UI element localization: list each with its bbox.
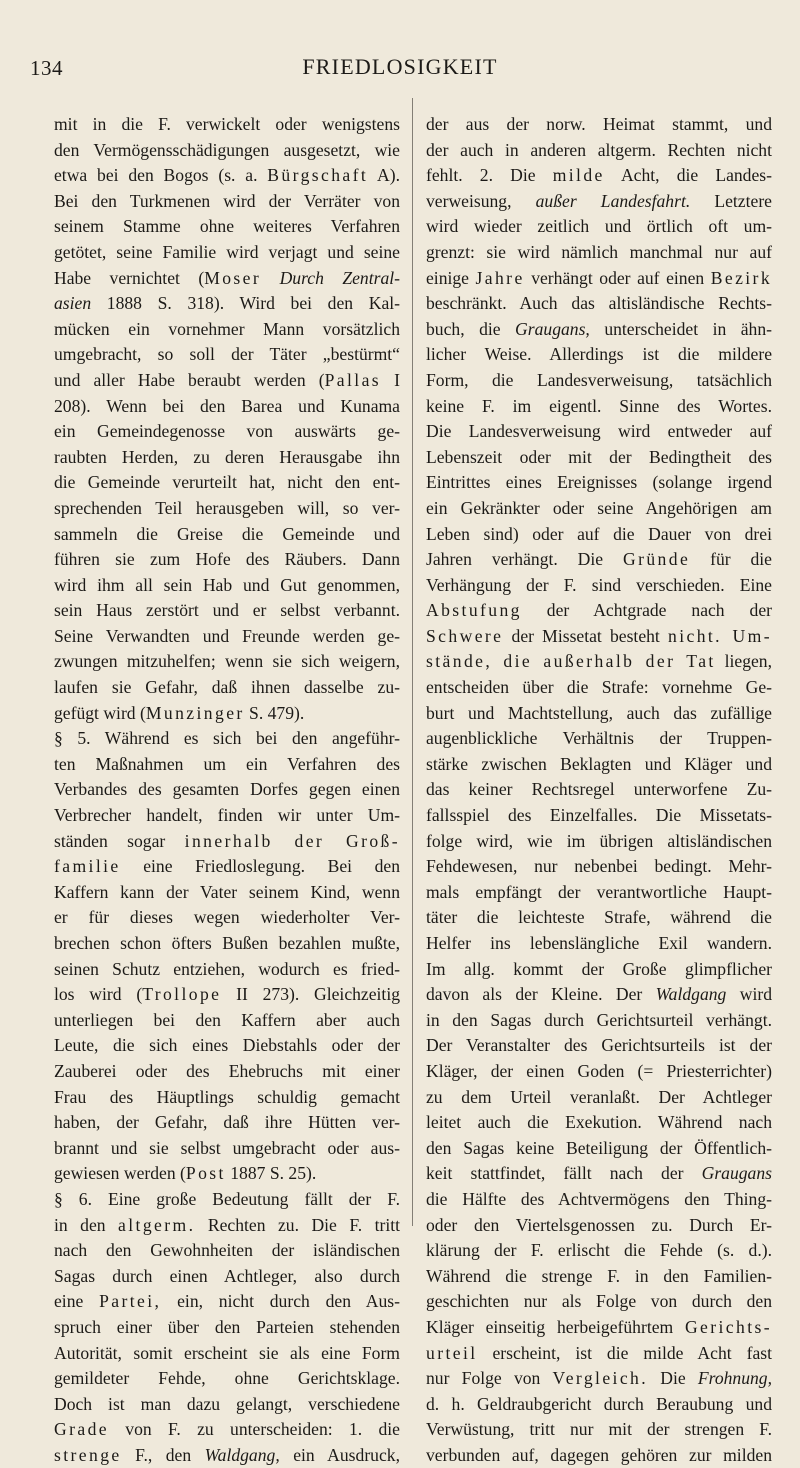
text-line — [426, 1008, 772, 1034]
text-line — [426, 266, 772, 292]
text-run: getötet, seine Familie wird verjagt und seine — [54, 241, 400, 262]
text-run: täter die leichteste Strafe, während die — [426, 907, 772, 928]
text-run: Frau des Häuptlings schuldig gemacht — [54, 1086, 400, 1107]
text-line — [54, 1366, 400, 1392]
spaced-text: Bürgschaft — [267, 165, 369, 186]
spaced-text: Bezirk — [710, 267, 773, 288]
text-run: I — [381, 369, 400, 390]
text-run: d. h. Geldraubgericht durch Beraubung und — [426, 1393, 772, 1414]
text-run: gewiesen werden ( — [54, 1163, 186, 1184]
text-line — [426, 163, 772, 189]
text-run: II 273). Gleichzeitig — [221, 984, 401, 1005]
italic-text: außer Landesfahrt. — [535, 190, 691, 211]
spaced-text: Partei, — [99, 1291, 162, 1312]
text-run: mücken ein vornehmer Mann vorsätzlich — [54, 318, 400, 339]
text-line — [426, 419, 772, 445]
text-line — [54, 522, 400, 548]
text-line — [54, 649, 400, 675]
text-line — [54, 880, 400, 906]
text-run: liegen, — [715, 651, 772, 672]
text-line — [54, 1341, 400, 1367]
text-line — [426, 138, 772, 164]
text-line — [54, 1059, 400, 1085]
text-run: wird wieder zeitlich und örtlich oft um- — [426, 216, 772, 237]
text-run: der Achtgrade nach der — [521, 600, 772, 621]
text-line — [54, 1392, 400, 1418]
text-run: stärke zwischen Beklagten und Kläger und — [426, 753, 772, 774]
text-run: Fehdewesen, nur nebenbei bedingt. Mehr- — [426, 856, 772, 877]
text-line — [54, 1187, 400, 1213]
text-run: zwungen mitzuhelfen; wenn sie sich weigern, — [54, 651, 400, 672]
text-line — [54, 368, 400, 394]
spaced-text: innerhalb der Groß- — [184, 830, 400, 851]
text-run: mals empfängt der verantwortliche Haupt- — [426, 881, 772, 902]
text-line — [54, 1033, 400, 1059]
text-run: Im allg. kommt der Große glimpflicher — [426, 958, 772, 979]
text-line — [426, 598, 772, 624]
text-run: gemildeter Fehde, ohne Gerichtsklage. — [54, 1368, 400, 1389]
text-run: Kläger einseitig herbeigeführtem — [426, 1316, 685, 1337]
text-run: Jahren verhängt. Die — [426, 549, 623, 570]
spaced-text: Vergleich. — [552, 1368, 649, 1389]
text-line — [426, 342, 772, 368]
text-run: Seine Verwandten und Freunde werden ge- — [54, 625, 400, 646]
italic-text: Waldgang, — [204, 1444, 280, 1465]
text-line — [426, 522, 772, 548]
text-line — [54, 317, 400, 343]
text-run: klärung der F. erlischt die Fehde (s. d.). — [426, 1240, 772, 1261]
text-run: ein Gemeindegenosse von auswärts ge- — [54, 421, 400, 442]
text-run: A). — [368, 165, 400, 186]
text-run: Habe vernichtet ( — [54, 267, 205, 288]
text-run: buch, die — [426, 318, 516, 339]
text-run: spruch einer über den Parteien stehenden — [54, 1316, 400, 1337]
text-run: haben, der Gefahr, daß ihre Hütten ver- — [54, 1112, 400, 1133]
text-run: burt und Machtstellung, auch das zufällige — [426, 702, 772, 723]
text-run: Autorität, somit erscheint sie als eine Form — [54, 1342, 400, 1363]
text-run: Der Veranstalter des Gerichtsurteils ist der — [426, 1035, 772, 1056]
text-line — [426, 752, 772, 778]
spaced-text: Munzinger — [145, 702, 245, 723]
text-run: keine F. im eigentl. Sinne des Wortes. — [426, 395, 772, 416]
text-run: eine Friedloslegung. Bei den — [120, 856, 400, 877]
text-run: wird ihm all sein Hab und Gut genommen, — [54, 574, 400, 595]
text-line — [426, 1187, 772, 1213]
text-line — [426, 675, 772, 701]
text-line — [426, 880, 772, 906]
text-line — [426, 112, 772, 138]
text-run: sprechenden Teil herausgeben will, so ver- — [54, 497, 400, 518]
text-run: etwa bei den Bogos (s. a. — [54, 165, 268, 186]
text-line — [426, 1289, 772, 1315]
text-run: oder den Viertelsgenossen zu. Durch Er- — [426, 1214, 772, 1235]
text-line — [54, 1315, 400, 1341]
text-line — [426, 291, 772, 317]
text-run: Die — [648, 1368, 698, 1389]
text-run: ständen sogar — [54, 830, 185, 851]
text-run: von F. zu unterscheiden: 1. die — [108, 1419, 400, 1440]
text-run: Acht, die Landes- — [604, 165, 772, 186]
text-run: § 5. Während es sich bei den angeführ- — [54, 728, 400, 749]
text-run: laufen sie Gefahr, daß ihnen dasselbe zu- — [54, 677, 400, 698]
text-line — [54, 1213, 400, 1239]
spaced-text: nicht. Um- — [668, 625, 773, 646]
italic-text: Graugans, — [515, 318, 590, 339]
text-run: Während die strenge F. in den Familien- — [426, 1265, 772, 1286]
text-line — [54, 905, 400, 931]
spaced-text: Gründe — [623, 549, 691, 570]
text-line — [426, 1085, 772, 1111]
text-line — [426, 957, 772, 983]
text-line — [54, 214, 400, 240]
italic-text: Frohnung, — [697, 1368, 772, 1389]
text-line — [54, 419, 400, 445]
text-run: ten Maßnahmen um ein Verfahren des — [54, 753, 400, 774]
text-run: Die Landesverweisung wird entweder auf — [426, 421, 772, 442]
spaced-text: Grade — [54, 1419, 109, 1440]
spaced-text: Jahre — [475, 267, 525, 288]
text-line — [54, 496, 400, 522]
text-run: 208). Wenn bei den Barea und Kunama — [54, 395, 400, 416]
italic-text: Graugans — [701, 1163, 772, 1184]
text-line — [426, 1238, 772, 1264]
text-line — [426, 445, 772, 471]
text-run: unterliegen bei den Kaffern aber auch — [54, 1009, 400, 1030]
text-line — [426, 982, 772, 1008]
running-head: FRIEDLOSIGKEIT — [302, 54, 498, 79]
text-run: beschränkt. Auch das altisländische Rechts- — [426, 293, 772, 314]
text-line — [54, 803, 400, 829]
text-line — [426, 394, 772, 420]
text-run: Verbrecher handelt, finden wir unter Um- — [54, 805, 400, 826]
text-run: licher Weise. Allerdings ist die mildere — [426, 344, 772, 365]
text-line — [54, 1161, 400, 1187]
text-line — [54, 1136, 400, 1162]
text-line — [54, 1289, 400, 1315]
text-run: Kläger, der einen Goden (= Priesterrichter) — [426, 1060, 772, 1081]
text-line — [426, 701, 772, 727]
text-run: Verbandes des gesamten Dorfes gegen einen — [54, 779, 400, 800]
spaced-text: Gerichts- — [684, 1316, 772, 1337]
text-line — [54, 624, 400, 650]
text-run: die Gemeinde verurteilt hat, nicht den ent- — [54, 472, 400, 493]
text-run: Kaffern kann der Vater seinem Kind, wenn — [54, 881, 400, 902]
text-line — [54, 240, 400, 266]
text-line — [426, 1110, 772, 1136]
text-line — [54, 138, 400, 164]
text-line — [426, 1366, 772, 1392]
text-line — [54, 957, 400, 983]
text-line — [426, 1213, 772, 1239]
text-line — [426, 1341, 772, 1367]
text-run: der auch in anderen altgerm. Rechten nicht — [426, 139, 772, 160]
spaced-text: Moser — [204, 267, 262, 288]
text-line — [54, 1264, 400, 1290]
text-run: folge wird, wie im übrigen altisländischen — [426, 830, 772, 851]
text-run: nach den Gewohnheiten der isländischen — [54, 1240, 400, 1261]
text-run: für die — [690, 549, 772, 570]
text-run: Bei den Turkmenen wird der Verräter von — [54, 190, 400, 211]
text-line — [426, 573, 772, 599]
text-line — [54, 112, 400, 138]
text-line — [426, 777, 772, 803]
text-line — [54, 547, 400, 573]
text-run: Verhängung der F. sind verschieden. Eine — [426, 574, 772, 595]
text-line — [54, 777, 400, 803]
text-line — [426, 189, 772, 215]
text-line — [426, 803, 772, 829]
spaced-text: Abstufung — [426, 600, 522, 621]
text-line — [426, 368, 772, 394]
text-run: führen sie zum Hofe des Räubers. Dann — [54, 549, 400, 570]
text-run: § 6. Eine große Bedeutung fällt der F. — [54, 1188, 400, 1209]
text-line — [426, 726, 772, 752]
text-run: los wird ( — [54, 984, 143, 1005]
text-run: geschichten nur als Folge von durch den — [426, 1291, 772, 1312]
text-run: Rechten zu. Die F. tritt — [195, 1214, 400, 1235]
text-line — [54, 470, 400, 496]
text-line — [54, 675, 400, 701]
text-run: Lebenszeit oder mit der Bedingtheit des — [426, 446, 772, 467]
text-run: sammeln die Greise die Gemeinde und — [54, 523, 400, 544]
text-run: wird — [726, 984, 772, 1005]
text-line — [426, 1392, 772, 1418]
text-line — [426, 1161, 772, 1187]
spaced-text: strenge — [54, 1444, 122, 1465]
spaced-text: milde — [552, 165, 605, 186]
text-run: mit in die F. verwickelt oder wenigstens — [54, 114, 400, 134]
text-line — [54, 163, 400, 189]
italic-text: Waldgang — [655, 984, 727, 1005]
text-line — [54, 266, 400, 292]
text-run: Doch ist man dazu gelangt, verschiedene — [54, 1393, 400, 1414]
text-run: Form, die Landesverweisung, tatsächlich — [426, 369, 772, 390]
text-line — [54, 291, 400, 317]
text-run: das keiner Rechtsregel unterworfene Zu- — [426, 779, 772, 800]
italic-text: asien — [54, 293, 92, 314]
text-run: grenzt: sie wird nämlich manchmal nur auf — [426, 241, 772, 262]
text-run: verbunden auf, dagegen gehören zur milden — [426, 1444, 772, 1465]
text-line — [426, 649, 772, 675]
spaced-text: altgerm. — [118, 1214, 196, 1235]
text-line — [54, 1238, 400, 1264]
text-run: sein Haus zerstört und er selbst verbannt. — [54, 600, 400, 621]
spaced-text: Trollope — [142, 984, 222, 1005]
text-run: leitet auch die Exekution. Während nach — [426, 1112, 772, 1133]
spaced-text: Schwere — [426, 625, 504, 646]
text-run: Verwüstung, tritt nur mit der strengen F. — [426, 1419, 772, 1440]
text-line — [426, 1264, 772, 1290]
text-run: den Vermögensschädigungen ausgesetzt, wie — [54, 139, 400, 160]
text-line — [426, 829, 772, 855]
text-line — [54, 1417, 400, 1443]
text-run: keit stattfindet, fällt nach der — [426, 1163, 702, 1184]
text-line — [54, 1085, 400, 1111]
text-run: verweisung, — [426, 190, 536, 211]
text-run: der Missetat besteht — [503, 625, 668, 646]
text-run: seinem Stamme ohne weiteres Verfahren — [54, 216, 400, 237]
spaced-text: urteil — [426, 1342, 478, 1363]
italic-text: Durch Zentral- — [279, 267, 400, 288]
spaced-text: stände, die außerhalb der Tat — [426, 651, 716, 672]
text-run: Eintrittes eines Ereignisses (solange irgend — [426, 472, 772, 493]
text-run: F., den — [121, 1444, 205, 1465]
text-line — [426, 931, 772, 957]
text-run: er für dieses wegen wiederholter Ver- — [54, 907, 400, 928]
text-run: ein Gekränkter oder seine Angehörigen am — [426, 497, 772, 518]
text-line — [426, 1059, 772, 1085]
text-run: raubten Herden, zu deren Herausgabe ihn — [54, 446, 400, 467]
text-line — [426, 854, 772, 880]
text-run: Helfer ins lebenslängliche Exil wandern. — [426, 933, 772, 953]
text-run: den Sagas keine Beteiligung der Öffentlich- — [426, 1137, 772, 1158]
text-run: fehlt. 2. Die — [426, 165, 553, 186]
page-number: 134 — [30, 56, 63, 80]
text-run: entscheiden über die Strafe: vornehme Ge- — [426, 677, 772, 698]
text-line — [54, 394, 400, 420]
text-run: brechen schon öfters Bußen bezahlen mußte, — [54, 933, 400, 953]
text-run: einige — [426, 267, 476, 288]
text-line — [54, 598, 400, 624]
text-run: 1888 S. 318). Wird bei den Kal- — [91, 293, 400, 314]
text-run: nur Folge von — [426, 1368, 553, 1389]
text-line — [426, 547, 772, 573]
text-run: S. 479). — [244, 702, 305, 723]
text-run: erscheint, ist die milde Acht fast — [477, 1342, 772, 1363]
text-line — [426, 1136, 772, 1162]
text-run: seinen Schutz entziehen, wodurch es fried- — [54, 958, 400, 979]
text-line — [426, 470, 772, 496]
text-line — [426, 317, 772, 343]
text-line — [54, 1008, 400, 1034]
text-line — [426, 1033, 772, 1059]
text-line — [426, 905, 772, 931]
left-text-column — [54, 112, 400, 1468]
text-run: umgebracht, so soll der Täter „bestürmt“ — [54, 344, 400, 365]
text-line — [54, 445, 400, 471]
spaced-text: Post — [185, 1163, 226, 1184]
text-line — [54, 342, 400, 368]
text-line — [426, 214, 772, 240]
text-line — [54, 189, 400, 215]
text-line — [54, 701, 400, 727]
text-run: Sagas durch einen Achtleger, also durch — [54, 1265, 400, 1286]
text-line — [426, 1417, 772, 1443]
text-run: ein Ausdruck, — [279, 1444, 400, 1465]
text-line — [54, 982, 400, 1008]
text-run: Leute, die sich eines Diebstahls oder der — [54, 1035, 400, 1056]
right-text-column — [426, 112, 772, 1468]
text-run: in den — [54, 1214, 119, 1235]
text-run — [261, 268, 279, 288]
text-line — [54, 573, 400, 599]
text-line — [54, 931, 400, 957]
spaced-text: Pallas — [324, 369, 382, 390]
text-line — [54, 1110, 400, 1136]
text-line — [54, 829, 400, 855]
text-run: davon als der Kleine. Der — [426, 984, 656, 1005]
text-run: unterscheidet in ähn- — [589, 318, 773, 339]
text-line — [426, 240, 772, 266]
text-run: fallsspiel des Einzelfalles. Die Missetats- — [426, 805, 772, 826]
text-run: brannt und sie selbst umgebracht oder aus- — [54, 1137, 400, 1158]
text-run: 1887 S. 25). — [225, 1163, 317, 1184]
text-run: und aller Habe beraubt werden ( — [54, 369, 325, 390]
column-divider — [412, 98, 413, 1226]
text-run: ein, nicht durch den Aus- — [161, 1291, 401, 1312]
text-line — [426, 1443, 772, 1468]
text-run: eine — [54, 1291, 100, 1312]
text-run: Zauberei oder des Ehebruchs mit einer — [54, 1060, 400, 1081]
text-line — [426, 496, 772, 522]
text-line — [54, 752, 400, 778]
text-run: augenblickliche Verhältnis der Truppen- — [426, 728, 772, 749]
text-line — [426, 624, 772, 650]
text-line — [426, 1315, 772, 1341]
spaced-text: familie — [54, 856, 121, 877]
text-run: zu dem Urteil veranlaßt. Der Achtleger — [426, 1086, 772, 1107]
text-run: die Hälfte des Achtvermögens den Thing- — [426, 1188, 772, 1209]
text-run: verhängt oder auf einen — [524, 267, 711, 288]
text-run: in den Sagas durch Gerichtsurteil verhängt. — [426, 1009, 772, 1030]
text-run: der aus der norw. Heimat stammt, und — [426, 114, 772, 134]
text-run: Leben sind) oder auf die Dauer von drei — [426, 523, 772, 544]
text-line — [54, 726, 400, 752]
text-run: Letztere — [690, 190, 772, 211]
text-line — [54, 854, 400, 880]
text-line — [54, 1443, 400, 1468]
text-run: gefügt wird ( — [54, 702, 146, 723]
